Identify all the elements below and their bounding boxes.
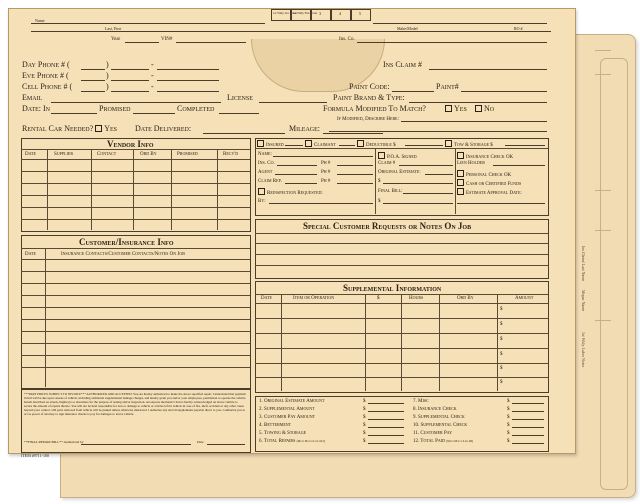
day-phone-number[interactable] xyxy=(157,69,219,70)
amount-dollar: $ xyxy=(500,307,503,312)
small-box: 4 xyxy=(331,9,351,21)
table-row[interactable] xyxy=(255,333,548,334)
claim-name-label: Name: xyxy=(258,152,272,157)
claim-ins-co-label: Ins. Co. xyxy=(258,161,275,166)
date-delivered-label: Date Delivered: xyxy=(135,124,192,133)
ph-label: Ph # xyxy=(321,179,331,184)
eve-phone-area[interactable] xyxy=(81,80,105,81)
total-line-8: 8. Insurance Check xyxy=(413,407,457,412)
checkbox[interactable] xyxy=(445,105,452,112)
notes-line[interactable] xyxy=(255,243,548,244)
supp-col-hours: Hours xyxy=(409,296,424,301)
estimate-approval-option[interactable]: Estimate Approval Date: xyxy=(457,188,522,196)
final-bill-field[interactable] xyxy=(403,193,453,194)
small-box: 1st Wkly Ftnt Notes xyxy=(291,9,311,21)
paren: ) xyxy=(106,82,109,91)
total-field-2[interactable] xyxy=(368,411,404,412)
checkbox[interactable] xyxy=(257,140,264,147)
tow-option[interactable]: Tow & Storage $ xyxy=(445,140,493,148)
claimant-option[interactable]: Claimant xyxy=(305,140,336,148)
claim-rep-field[interactable] xyxy=(285,183,317,184)
day-phone-label: Day Phone # ( xyxy=(22,60,70,69)
formula-label: Formula Modified To Match? xyxy=(323,104,426,113)
completed-label: Completed xyxy=(177,104,215,113)
table-row[interactable] xyxy=(255,377,548,378)
personal-check-option[interactable]: Personal Check OK xyxy=(457,170,511,178)
email-field[interactable] xyxy=(51,102,221,103)
checkbox[interactable] xyxy=(457,170,464,177)
paren: ) xyxy=(106,60,109,69)
total-line-2: 2. Supplemental Amount xyxy=(259,407,315,412)
dash: - xyxy=(151,60,154,69)
total-dollar: $ xyxy=(363,423,366,428)
date-delivered-field[interactable] xyxy=(203,133,285,134)
dollar-sign: $ xyxy=(378,199,381,204)
total-field-8[interactable] xyxy=(512,411,544,412)
lien-holder-field[interactable] xyxy=(493,165,545,166)
total-line-11: 11. Customer Pay xyxy=(413,431,453,436)
rule xyxy=(255,148,548,149)
table-row[interactable] xyxy=(255,348,548,349)
checkbox[interactable] xyxy=(378,152,385,159)
day-phone-area[interactable] xyxy=(81,69,105,70)
day-phone-prefix[interactable] xyxy=(111,69,149,70)
side-tick xyxy=(595,190,611,191)
vendor-col-promised: Promised xyxy=(177,152,198,157)
date-in-label: Date: In xyxy=(22,104,50,113)
col-divider xyxy=(455,148,456,214)
supp-col-date: Date xyxy=(261,296,272,301)
paint-brand-field[interactable] xyxy=(409,102,547,103)
authorized-signature-line[interactable] xyxy=(81,444,191,445)
checkbox[interactable] xyxy=(457,152,464,159)
eve-phone-label: Eve Phone # ( xyxy=(22,71,69,80)
col-divider xyxy=(47,149,48,230)
tow-field[interactable] xyxy=(505,145,545,146)
name-label: Name xyxy=(35,18,45,23)
original-estimate-field[interactable] xyxy=(425,174,453,175)
table-row[interactable] xyxy=(21,271,250,272)
table-row[interactable] xyxy=(21,219,250,220)
ins-co-label: Ins. Co. xyxy=(339,37,355,42)
side-label: 1st Wkly Labor Notes xyxy=(581,332,586,368)
side-tick xyxy=(595,74,611,75)
ins-claim-label: Ins Claim # xyxy=(383,60,423,69)
license-field[interactable] xyxy=(259,102,327,103)
total-dollar: $ xyxy=(507,415,510,420)
agent-label: Agent xyxy=(258,170,273,175)
reinspection-option[interactable]: Reinspection Requested: xyxy=(258,188,323,196)
lien-holder-label: Lien Holder xyxy=(457,161,485,166)
total-dollar: $ xyxy=(507,399,510,404)
cell-phone-prefix[interactable] xyxy=(111,91,149,92)
poa-option[interactable]: P.O.A. Signed xyxy=(378,152,417,160)
vendor-col-recvd: Recv'd xyxy=(223,152,239,157)
mileage-label: Mileage: xyxy=(289,124,320,133)
insured-option[interactable]: Insured xyxy=(257,140,284,148)
paint-num-field[interactable] xyxy=(461,91,547,92)
total-field-9[interactable] xyxy=(512,419,544,420)
amount-dollar: $ xyxy=(500,337,503,342)
top-right-line[interactable] xyxy=(373,23,547,24)
customer-info-title: Customer/Insurance Info xyxy=(79,237,174,247)
cell-phone-label: Cell Phone # ( xyxy=(22,82,73,91)
if-modified-field-2[interactable] xyxy=(329,131,547,132)
checkbox[interactable] xyxy=(445,140,452,147)
total-dollar: $ xyxy=(363,399,366,404)
vendor-col-ord-by: Ord By xyxy=(140,152,157,157)
insurance-check-option[interactable]: Insurance Check OK xyxy=(457,152,513,160)
name-line[interactable] xyxy=(31,23,265,24)
col-divider xyxy=(171,149,172,230)
small-box: 3 xyxy=(311,9,331,21)
claimant-field[interactable] xyxy=(339,145,355,146)
total-field-12[interactable] xyxy=(512,443,544,444)
total-dollar: $ xyxy=(507,423,510,428)
folder-back-slot xyxy=(600,58,628,490)
total-field-5[interactable] xyxy=(368,435,404,436)
cell-phone-area[interactable] xyxy=(81,91,105,92)
by-label: By: xyxy=(258,199,266,204)
table-row[interactable] xyxy=(21,331,250,332)
side-label: Mopar Name xyxy=(581,290,586,312)
side-tick xyxy=(595,320,611,321)
agent-phone-field[interactable] xyxy=(337,174,373,175)
vin-line[interactable] xyxy=(176,42,246,43)
col-divider xyxy=(375,148,376,214)
col-divider xyxy=(133,149,134,230)
small-box: 1st Wkly Lbr Notes xyxy=(271,9,291,21)
total-dollar: $ xyxy=(507,407,510,412)
supp-col-amount: Amount xyxy=(515,296,534,301)
customer-col-date: Date xyxy=(25,252,36,257)
total-dollar: $ xyxy=(363,431,366,436)
make-model-label: Make/Model xyxy=(397,26,418,31)
rule xyxy=(255,233,548,234)
formula-no[interactable]: No xyxy=(475,105,494,113)
col-divider xyxy=(217,149,218,230)
ins-claim-field[interactable] xyxy=(429,69,547,70)
vendor-info-title: Vendor Info xyxy=(107,139,154,149)
total-dollar: $ xyxy=(363,415,366,420)
total-line-12: 12. Total Paid (Must Match Line #6) xyxy=(413,439,473,444)
checkbox[interactable] xyxy=(457,188,464,195)
insured-field[interactable] xyxy=(285,145,303,146)
amount-dollar: $ xyxy=(500,322,503,327)
amount-dollar: $ xyxy=(500,366,503,371)
rule xyxy=(21,248,250,249)
table-row[interactable] xyxy=(21,355,250,356)
total-field-1[interactable] xyxy=(368,403,404,404)
table-row[interactable] xyxy=(255,318,548,319)
eve-phone-prefix[interactable] xyxy=(111,80,149,81)
vin-label: VIN# xyxy=(161,37,173,42)
date-line[interactable] xyxy=(207,444,245,445)
total-dollar: $ xyxy=(363,439,366,444)
small-box: 5 xyxy=(351,9,371,21)
final-bill-label: Final Bill: xyxy=(378,189,403,194)
eve-phone-number[interactable] xyxy=(157,80,219,81)
license-label: License xyxy=(227,93,253,102)
table-row[interactable] xyxy=(21,295,250,296)
agent-field[interactable] xyxy=(275,174,317,175)
table-row[interactable] xyxy=(21,183,250,184)
table-row[interactable] xyxy=(21,319,250,320)
date-label: Date xyxy=(197,440,204,444)
dash: - xyxy=(151,71,154,80)
if-modified-field[interactable] xyxy=(401,121,547,122)
amount-dollar: $ xyxy=(500,352,503,357)
paren: ) xyxy=(106,71,109,80)
table-row[interactable] xyxy=(255,363,548,364)
total-line-5: 5. Towing & Storage xyxy=(259,431,307,436)
claim-rep-phone-field[interactable] xyxy=(337,183,373,184)
amount-dollar: $ xyxy=(500,380,503,385)
last-first-label: Last, First xyxy=(105,26,122,31)
claim-name-field[interactable] xyxy=(273,156,373,157)
total-field-6[interactable] xyxy=(368,443,404,444)
date-in-field[interactable] xyxy=(51,113,97,114)
table-row[interactable] xyxy=(21,367,250,368)
final-repair-label: **FINAL REPAIR BILL** Authorized by xyxy=(24,440,84,444)
special-requests-title: Special Customer Requests or Notes On Job xyxy=(303,221,472,231)
total-line-1: 1. Original Estimate Amount xyxy=(259,399,325,404)
vendor-col-supplier: Supplier xyxy=(54,152,74,157)
total-line-3: 3. Customer Pay Amount xyxy=(259,415,316,420)
supp-col-item: Item or Operation xyxy=(293,296,335,301)
if-modified-label: If Modified, Describe Here: xyxy=(337,117,399,122)
claim-ins-co-field[interactable] xyxy=(277,165,317,166)
vendor-col-contact: Contact xyxy=(97,152,117,157)
vendor-col-date: Date xyxy=(25,152,36,157)
total-dollar: $ xyxy=(507,431,510,436)
paint-brand-label: Paint Brand & Type: xyxy=(333,93,405,102)
checkbox[interactable] xyxy=(357,140,364,147)
total-line-6: 6. Total Repairs (Must Match Line #12) xyxy=(259,439,325,444)
email-label: Email xyxy=(22,93,43,102)
total-line-4: 4. Betterment xyxy=(259,423,292,428)
total-field-11[interactable] xyxy=(512,435,544,436)
rental-label: Rental Car Needed? Yes xyxy=(22,124,117,133)
total-field-3[interactable] xyxy=(368,419,404,420)
side-label: Ins Claim/ Last Name xyxy=(581,246,586,282)
ro-label: RO # xyxy=(514,26,523,31)
original-estimate-label: Original Estimate: xyxy=(378,170,421,175)
table-row[interactable] xyxy=(21,343,250,344)
checkbox[interactable] xyxy=(457,179,464,186)
rule xyxy=(21,149,250,150)
checkbox[interactable] xyxy=(258,188,265,195)
supp-col-dollar: $ xyxy=(377,296,380,301)
paint-code-field[interactable] xyxy=(392,91,434,92)
side-tick xyxy=(595,50,611,51)
ins-co-phone-field[interactable] xyxy=(337,165,373,166)
claim-num-field[interactable] xyxy=(399,165,453,166)
item-code: ITEM #9711-100 xyxy=(21,453,49,458)
cash-option[interactable]: Cash or Certified Funds xyxy=(457,179,521,187)
deductible-field[interactable] xyxy=(405,145,443,146)
completed-field[interactable] xyxy=(219,113,259,114)
folder-front-form xyxy=(8,8,576,458)
ph-label: Ph # xyxy=(321,161,331,166)
total-dollar: $ xyxy=(507,439,510,444)
customer-col-notes: Insurance Contacts/Customer Contacts/Notes On Job xyxy=(61,252,185,257)
deductible-option[interactable]: Deductible $ xyxy=(357,140,396,148)
total-field-10[interactable] xyxy=(512,427,544,428)
formula-yes[interactable]: Yes xyxy=(445,105,467,113)
by-field[interactable] xyxy=(269,203,373,204)
supplemental-title: Supplemental Information xyxy=(343,283,442,293)
total-field-4[interactable] xyxy=(368,427,404,428)
dollar-sign: $ xyxy=(378,179,381,184)
disclaimer-text: ***PART PRICES SUBJECT TO INVOICE*** AUTHORIZED AND ACCEPTED: You are hereby authorized to make the above specified repair. I understand that payment in full will be due upon release of vehicle, including additional supplemental damage charges, and hereby grant you and/or your employees, permission to operate the vehicle herein described on streets, highways or elsewhere for the purpose of testing and/or inspection. An express mechanic's lien is hereby acknowledged on above vehicle to secure the amount of repairs thereto. You will not be held responsible for loss or damage to vehicle or articles left in vehicle in case of fire, theft, accident or any other cause beyond your control. Old parts removed from vehicle will be junked unless otherwise instructed. I authorize any and all supplements payable direct to you. I authorize you to act as power of attorney to sign insurance checks to pay for damages to above vehicle. xyxy=(24,392,246,416)
rule xyxy=(21,259,250,260)
cell-phone-number[interactable] xyxy=(157,91,219,92)
ph-label: Ph # xyxy=(321,170,331,175)
promised-label: Promised xyxy=(99,104,131,113)
notes-line[interactable] xyxy=(255,265,548,266)
table-row[interactable] xyxy=(21,195,250,196)
table-row[interactable] xyxy=(21,307,250,308)
total-line-7: 7. Misc xyxy=(413,399,429,404)
checkbox[interactable] xyxy=(305,140,312,147)
final-bill-amount[interactable] xyxy=(383,203,453,204)
total-line-9: 9. Supplemental Check xyxy=(413,415,465,420)
original-estimate-amount[interactable] xyxy=(383,183,453,184)
table-row[interactable] xyxy=(21,283,250,284)
supp-col-ord-by: Ord By xyxy=(457,296,474,301)
col-divider xyxy=(91,149,92,230)
year-label: Year xyxy=(111,37,121,42)
total-dollar: $ xyxy=(363,407,366,412)
paint-code-label: Paint Code: xyxy=(349,82,390,91)
year-line[interactable] xyxy=(125,42,159,43)
promised-field[interactable] xyxy=(133,113,175,114)
checkbox[interactable] xyxy=(475,105,482,112)
rule xyxy=(21,159,250,160)
estimate-approval-field[interactable] xyxy=(457,203,545,204)
total-field-7[interactable] xyxy=(512,403,544,404)
ins-co-line[interactable] xyxy=(357,42,547,43)
mileage-field[interactable] xyxy=(323,133,383,134)
header-rule xyxy=(31,31,551,32)
notes-line[interactable] xyxy=(255,254,548,255)
claim-rep-label: Claim Rep. xyxy=(258,179,283,184)
paint-num-label: Paint# xyxy=(436,82,459,91)
table-row[interactable] xyxy=(21,207,250,208)
claim-num-label: Claim # xyxy=(378,161,396,166)
dash: - xyxy=(151,82,154,91)
rental-yes-checkbox[interactable] xyxy=(95,125,102,132)
total-line-10: 10. Supplemental Check xyxy=(413,423,468,428)
side-tick xyxy=(595,230,611,231)
table-row[interactable] xyxy=(21,171,250,172)
